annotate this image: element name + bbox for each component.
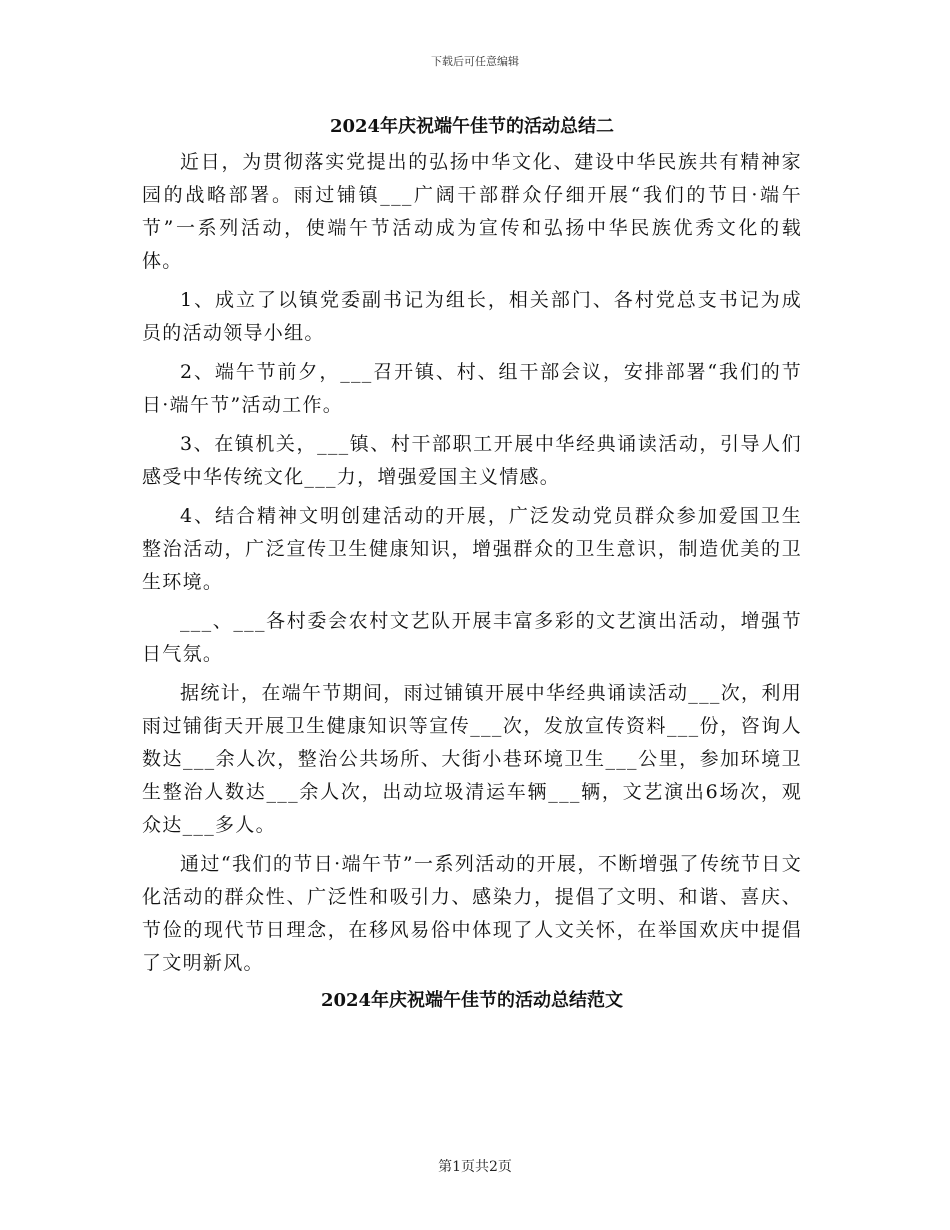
paragraph-intro: 近日，为贯彻落实党提出的弘扬中华文化、建设中华民族共有精神家园的战略部署。雨过铺镇___广阔干部群众仔细开展“我们的节日·端午节”一系列活动，使端午节活动成为宣传和弘扬中华民族优秀文化的载体。 <box>142 151 802 272</box>
paragraph-item-4: 4、结合精神文明创建活动的开展，广泛发动党员群众参加爱国卫生整治活动，广泛宣传卫生健康知识，增强群众的卫生意识，制造优美的卫生环境。 <box>142 505 802 593</box>
paragraph-conclusion: 通过“我们的节日·端午节”一系列活动的开展，不断增强了传统节日文化活动的群众性、广泛性和吸引力、感染力，提倡了文明、和谐、喜庆、节俭的现代节日理念，在移风易俗中体现了人文关怀，在举国欢庆中提倡了文明新风。 <box>142 853 802 974</box>
paragraph-item-2: 2、端午节前夕，___召开镇、村、组干部会议，安排部署“我们的节日·端午节”活动工作。 <box>142 361 802 416</box>
next-section-title: 2024年庆祝端午佳节的活动总结范文 <box>320 990 624 1011</box>
paragraph-item-1: 1、成立了以镇党委副书记为组长，相关部门、各村党总支书记为成员的活动领导小组。 <box>142 289 802 344</box>
document-title: 2024年庆祝端午佳节的活动总结二 <box>329 116 615 137</box>
header-note: 下载后可任意编辑 <box>431 55 519 68</box>
page-number-footer: 第1页共2页 <box>438 1159 512 1175</box>
paragraph-statistics: 据统计，在端午节期间，雨过铺镇开展中华经典诵读活动___次，利用雨过铺街天开展卫生健康知识等宣传___次，发放宣传资料___份，咨询人数达___余人次，整治公共场所、大街小巷环境卫生___公里，参加环境卫生整治人数达___余人次，出动垃圾清运车辆___辆，文艺演出6场次，观众达___多人。 <box>142 682 802 836</box>
document-body <box>142 112 802 1016</box>
paragraph-item-5: ___、___各村委会农村文艺队开展丰富多彩的文艺演出活动，增强节日气氛。 <box>142 610 802 665</box>
paragraph-item-3: 3、在镇机关，___镇、村干部职工开展中华经典诵读活动，引导人们感受中华传统文化___力，增强爱国主义情感。 <box>142 433 802 488</box>
